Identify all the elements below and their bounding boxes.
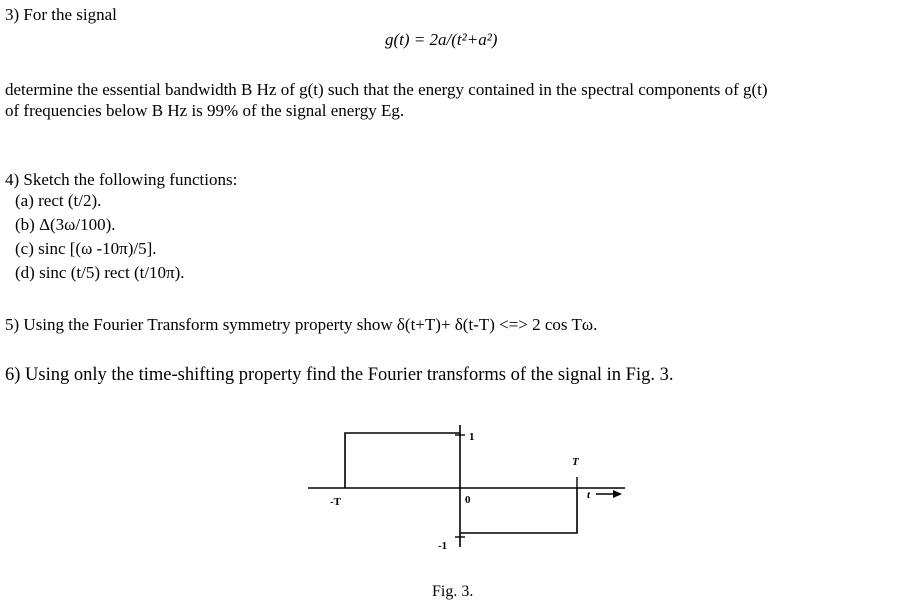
problem-5-text: 5) Using the Fourier Transform symmetry property show δ(t+T)+ δ(t-T) <=> 2 cos Tω. xyxy=(5,315,598,334)
signal-negative-pulse xyxy=(460,488,577,533)
label-minus-T: -T xyxy=(330,496,341,508)
label-one: 1 xyxy=(469,431,475,443)
problem-3-line-2: of frequencies below B Hz is 99% of the signal energy Eg. xyxy=(5,101,405,120)
problem-3-heading: 3) For the signal xyxy=(5,5,117,24)
label-T: T xyxy=(572,456,579,468)
problem-4-item-a: (a) rect (t/2). xyxy=(15,191,102,210)
problem-3-line-1: determine the essential bandwidth B Hz of g(t) such that the energy contained in the spectral components of g(t) xyxy=(5,80,768,99)
label-t: t xyxy=(587,489,591,501)
signal-positive-pulse xyxy=(345,433,460,488)
problem-4-heading: 4) Sketch the following functions: xyxy=(5,170,238,189)
problem-6-text: 6) Using only the time-shifting property find the Fourier transforms of the signal in Fig. 3. xyxy=(5,365,674,385)
problem-4-item-d: (d) sinc (t/5) rect (t/10π). xyxy=(15,263,185,282)
figure-3-plot xyxy=(300,415,630,605)
t-arrow-head xyxy=(613,490,622,498)
figure-caption: Fig. 3. xyxy=(432,583,474,600)
label-minus-one: -1 xyxy=(438,540,448,552)
problem-4-item-b: (b) Δ(3ω/100). xyxy=(15,215,116,234)
signal-equation: g(t) = 2a/(t²+a²) xyxy=(385,30,498,49)
problem-4-item-c: (c) sinc [(ω -10π)/5]. xyxy=(15,239,157,258)
label-zero: 0 xyxy=(465,494,471,506)
